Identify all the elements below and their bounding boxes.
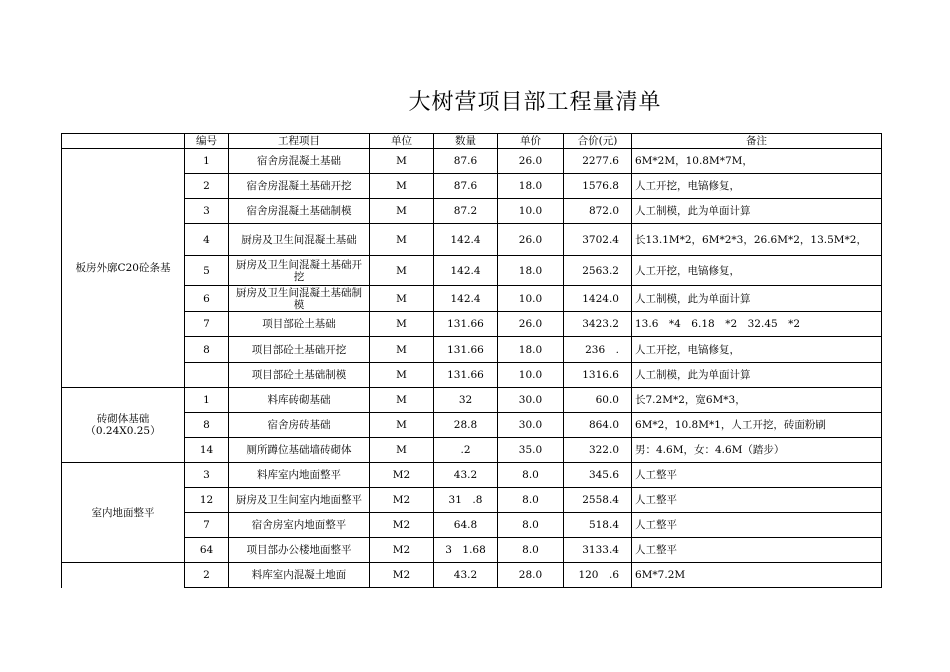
row-no: 6 [185,286,229,312]
row-unit: M2 [370,488,434,513]
row-note: 人工制模，此为单面计算 [632,363,882,388]
row-total: 60.0 [564,388,632,413]
row-total: 3423.2 [564,312,632,337]
row-qty: .2 [434,438,498,463]
row-item: 厨房及卫生间混凝土基础制模 [229,286,370,312]
row-item: 项目部办公楼地面整平 [229,538,370,563]
row-note: 长7.2M*2，宽6M*3， [632,388,882,413]
row-no: 7 [185,312,229,337]
row-no: 2 [185,174,229,199]
row-qty: 131.66 [434,363,498,388]
row-total: 1576.8 [564,174,632,199]
table-body [62,149,882,588]
header-total: 合价(元) [564,134,632,149]
row-total: 322.0 [564,438,632,463]
row-qty: 142.4 [434,286,498,312]
row-no: 3 [185,463,229,488]
row-price: 10.0 [498,199,564,224]
row-price: 8.0 [498,488,564,513]
row-note: 13.6 *4 6.18 *2 32.45 *2 [632,312,882,337]
table-row [62,463,882,488]
row-no: 12 [185,488,229,513]
row-unit: M [370,174,434,199]
row-unit: M [370,199,434,224]
row-item: 宿舍房室内地面整平 [229,513,370,538]
row-price: 8.0 [498,538,564,563]
category-cell [62,388,185,463]
header-item: 工程项目 [229,134,370,149]
row-no: 8 [185,337,229,363]
row-total: 864.0 [564,413,632,438]
row-note: 人工整平 [632,463,882,488]
row-qty: 142.4 [434,256,498,286]
table-row [62,224,882,256]
row-note: 6M*2，10.8M*1，人工开挖，砖面粉刷 [632,413,882,438]
row-no [185,363,229,388]
row-price: 8.0 [498,463,564,488]
row-unit: M [370,413,434,438]
row-price: 18.0 [498,174,564,199]
row-item: 宿舍房混凝土基础开挖 [229,174,370,199]
row-qty: 87.6 [434,174,498,199]
page-title: 大树营项目部工程量清单 [408,90,662,115]
row-item: 宿舍房混凝土基础 [229,149,370,174]
row-qty: 3 1.68 [434,538,498,563]
header-blank [62,134,185,149]
row-qty: 43.2 [434,563,498,588]
table-row [62,174,882,199]
table-row [62,363,882,388]
header-price: 单价 [498,134,564,149]
row-no: 3 [185,199,229,224]
row-item: 宿舍房砖基础 [229,413,370,438]
category-cell [62,149,185,388]
row-unit: M [370,388,434,413]
row-note: 人工开挖，电镐修复， [632,337,882,363]
row-no: 5 [185,256,229,286]
header-unit: 单位 [370,134,434,149]
row-item: 宿舍房混凝土基础制模 [229,199,370,224]
row-total: 236 . [564,337,632,363]
row-price: 26.0 [498,312,564,337]
row-no: 4 [185,224,229,256]
category-cell [62,563,185,588]
row-unit: M [370,312,434,337]
row-item: 料库砖砌基础 [229,388,370,413]
row-qty: 87.6 [434,149,498,174]
table-row [62,488,882,513]
row-item: 厨房及卫生间室内地面整平 [229,488,370,513]
table-row [62,256,882,286]
row-unit: M [370,149,434,174]
table-row [62,149,882,174]
row-unit: M [370,337,434,363]
row-price: 26.0 [498,224,564,256]
row-note: 6M*7.2M [632,563,882,588]
row-note: 人工整平 [632,538,882,563]
row-note: 人工开挖，电镐修复， [632,256,882,286]
row-no: 2 [185,563,229,588]
row-note: 人工制模，此为单面计算 [632,286,882,312]
table-row [62,199,882,224]
row-qty: 64.8 [434,513,498,538]
table-row [62,438,882,463]
row-note: 人工整平 [632,513,882,538]
row-total: 2563.2 [564,256,632,286]
category-label: 板房外廓C20砼条基 [75,262,171,274]
row-note: 人工制模，此为单面计算 [632,199,882,224]
row-note: 男：4.6M，女：4.6M（踏步） [632,438,882,463]
row-total: 2277.6 [564,149,632,174]
row-total: 872.0 [564,199,632,224]
row-qty: 31 .8 [434,488,498,513]
row-item: 厨房及卫生间混凝土基础 [229,224,370,256]
category-cell [62,463,185,563]
row-total: 2558.4 [564,488,632,513]
header-note: 备注 [632,134,882,149]
header-row [62,134,882,149]
row-price: 10.0 [498,363,564,388]
row-item: 项目部砼土基础开挖 [229,337,370,363]
row-no: 1 [185,388,229,413]
row-total: 120 .6 [564,563,632,588]
row-unit: M [370,256,434,286]
row-price: 26.0 [498,149,564,174]
row-total: 345.6 [564,463,632,488]
table-row [62,286,882,312]
row-unit: M [370,438,434,463]
row-unit: M2 [370,463,434,488]
row-unit: M2 [370,538,434,563]
row-no: 64 [185,538,229,563]
row-note: 6M*2M，10.8M*7M， [632,149,882,174]
category-label: 室内地面整平 [91,506,155,519]
table-row [62,337,882,363]
table-row [62,563,882,588]
row-price: 28.0 [498,563,564,588]
row-price: 30.0 [498,413,564,438]
row-item: 厨房及卫生间混凝土基础开挖 [229,256,370,286]
table-row [62,312,882,337]
row-unit: M [370,363,434,388]
row-qty: 32 [434,388,498,413]
row-qty: 142.4 [434,224,498,256]
row-no: 7 [185,513,229,538]
row-qty: 87.2 [434,199,498,224]
row-unit: M [370,286,434,312]
row-unit: M2 [370,513,434,538]
row-item: 项目部砼土基础 [229,312,370,337]
row-item: 项目部砼土基础制模 [229,363,370,388]
row-total: 518.4 [564,513,632,538]
quantity-table-container [61,133,881,580]
row-note: 人工整平 [632,488,882,513]
row-note: 长13.1M*2，6M*2*3，26.6M*2，13.5M*2， [632,224,882,256]
table-row [62,388,882,413]
row-no: 14 [185,438,229,463]
row-item: 厕所蹲位基础墙砖砌体 [229,438,370,463]
row-total: 3133.4 [564,538,632,563]
row-total: 3702.4 [564,224,632,256]
table-row [62,413,882,438]
row-price: 30.0 [498,388,564,413]
category-label: 砖砌体基础 [96,413,150,425]
row-qty: 131.66 [434,312,498,337]
row-price: 8.0 [498,513,564,538]
quantity-table [61,133,882,588]
category-sublabel: （0.24X0.25） [85,425,161,437]
row-qty: 131.66 [434,337,498,363]
table-row [62,538,882,563]
row-no: 1 [185,149,229,174]
row-total: 1316.6 [564,363,632,388]
row-qty: 28.8 [434,413,498,438]
row-price: 18.0 [498,337,564,363]
row-unit: M [370,224,434,256]
row-price: 18.0 [498,256,564,286]
row-unit: M2 [370,563,434,588]
row-item: 料库室内混凝土地面 [229,563,370,588]
row-price: 10.0 [498,286,564,312]
row-no: 8 [185,413,229,438]
row-total: 1424.0 [564,286,632,312]
header-no: 编号 [185,134,229,149]
row-price: 35.0 [498,438,564,463]
header-qty: 数量 [434,134,498,149]
row-note: 人工开挖，电镐修复， [632,174,882,199]
row-qty: 43.2 [434,463,498,488]
table-row [62,513,882,538]
row-item: 料库室内地面整平 [229,463,370,488]
